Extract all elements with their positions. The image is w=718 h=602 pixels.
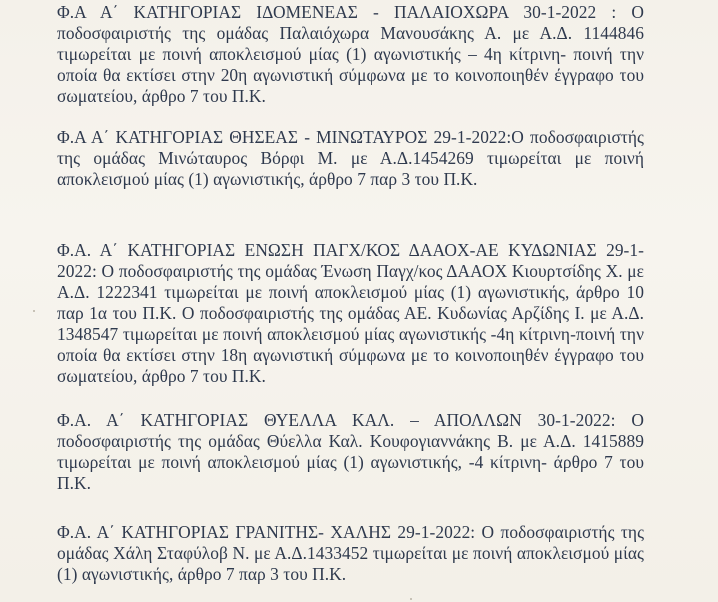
scan-speck: [33, 310, 35, 312]
scan-speck: [410, 598, 412, 600]
penalty-paragraph-enosi-ae-kydonias: Φ.Α. Α΄ ΚΑΤΗΓΟΡΙΑΣ ΕΝΩΣΗ ΠΑΓΧ/ΚΟΣ ΔΑΑΟΧ-ΑΕ ΚΥΔΩΝΙΑΣ 29-1-2022: Ο ποδοσφαιριστής της ομάδας Ένωση Παγχ/κος ΔΑΑΟΧ Κιουρτσίδης Χ. με Α.Δ. 1222341 τιμωρείται με ποινή αποκλεισμού μίας (1) αγωνιστικής, άρθρο 10 παρ 1α του Π.Κ. Ο ποδοσφαιριστής της ομάδας ΑΕ. Κυδωνίας Αρζίδης Ι. με Α.Δ. 1348547 τιμωρείται με ποινή αποκλεισμού μίας αγωνιστικής -4η κίτρινη-ποινή την οποία θα εκτίσει στην 18η αγωνιστική σύμφωνα με το κοινοποιηθέν έγγραφο του σωματείου, άρθρο 7 του Π.Κ.: [57, 240, 644, 386]
penalty-paragraph-thiseas-minotavros: Φ.Α Α΄ ΚΑΤΗΓΟΡΙΑΣ ΘΗΣΕΑΣ - ΜΙΝΩΤΑΥΡΟΣ 29-1-2022:Ο ποδοσφαιριστής της ομάδας Μινώταυρος Βόρφι Μ. με Α.Δ.1454269 τιμωρείται με ποινή αποκλεισμού μίας (1) αγωνιστικής, άρθρο 7 παρ 3 του Π.Κ.: [57, 127, 644, 189]
penalty-paragraph-thyella-apollon: Φ.Α. Α΄ ΚΑΤΗΓΟΡΙΑΣ ΘΥΕΛΛΑ ΚΑΛ. – ΑΠΟΛΛΩΝ 30-1-2022: Ο ποδοσφαιριστής της ομάδας Θύελλα Καλ. Κουφογιαννάκης Β. με Α.Δ. 1415889 τιμωρείται με ποινή αποκλεισμού μίας (1) αγωνιστικής, -4 κίτρινη- άρθρο 7 του Π.Κ.: [57, 410, 644, 493]
penalty-paragraph-granitis-chalis: Φ.Α. Α΄ ΚΑΤΗΓΟΡΙΑΣ ΓΡΑΝΙΤΗΣ- ΧΑΛΗΣ 29-1-2022: Ο ποδοσφαιριστής της ομάδας Χάλη Σταφύλοβ Ν. με Α.Δ.1433452 τιμωρείται με ποινή αποκλεισμού μίας (1) αγωνιστικής, άρθρο 7 παρ 3 του Π.Κ.: [57, 522, 644, 584]
penalty-paragraph-idomeneas-palaiochora: Φ.Α Α΄ ΚΑΤΗΓΟΡΙΑΣ ΙΔΟΜΕΝΕΑΣ - ΠΑΛΑΙΟΧΩΡΑ 30-1-2022 : Ο ποδοσφαιριστής της ομάδας Παλαιόχωρα Μανουσάκης Α. με Α.Δ. 1144846 τιμωρείται με ποινή αποκλεισμού μίας (1) αγωνιστικής – 4η κίτρινη- ποινή την οποία θα εκτίσει στην 20η αγωνιστική σύμφωνα με το κοινοποιηθέν έγγραφο του σωματείου, άρθρο 7 του Π.Κ.: [57, 2, 644, 106]
